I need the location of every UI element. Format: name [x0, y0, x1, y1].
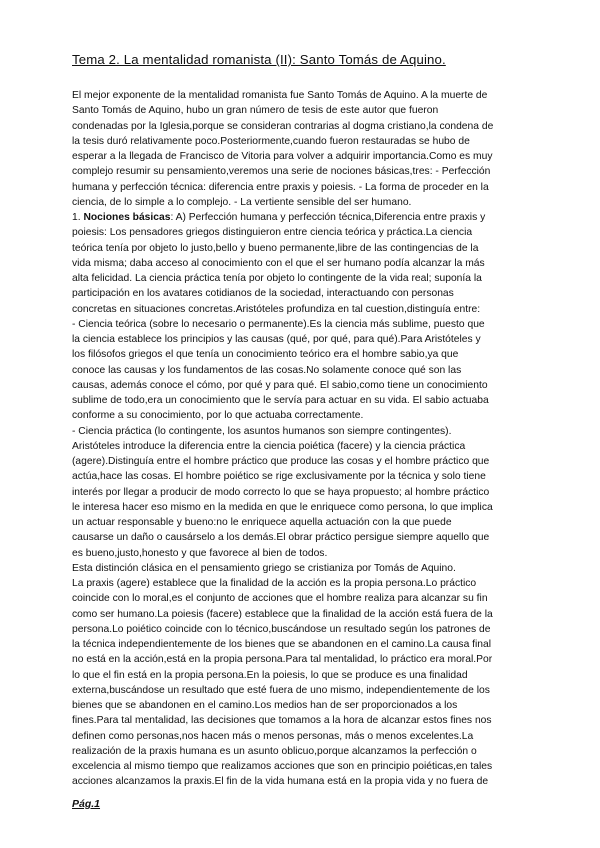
text-line: conforme a su conocimiento, por lo que actuaba correctamente. [72, 410, 364, 422]
text-line: realización de la praxis humana es un asunto oblicuo,porque alcanzamos la perfección o [72, 745, 477, 757]
text-line: participación en los avatares cotidianos de la sociedad, interactuando con personas [72, 288, 454, 300]
section-heading-rest: : A) Perfección humana y perfección técnica,Diferencia entre praxis y [170, 212, 486, 223]
page-number: Pág.1 [72, 798, 101, 810]
text-line: Santo Tomás de Aquino, hubo un gran número de tesis de este autor que fueron [72, 105, 439, 117]
text-line: sublime de todo,era un conocimiento que le servía para actuar en su vida. El sabio actuaba [72, 395, 489, 406]
text-line: La praxis (agere) establece que la finalidad de la acción es la propia persona.Lo práctico [72, 578, 477, 589]
text-line: externa,buscándose un resultado que esté fuera de uno mismo, independientemente de los [72, 684, 490, 696]
text-line: fines.Para tal mentalidad, las decisiones que tomamos a la hora de alcanzar estos fines nos [72, 715, 492, 727]
section-heading: Nociones básicas [83, 212, 171, 223]
text-line: definen como personas,nos hacen más o menos personas, más o menos excelentes.La [72, 730, 474, 742]
text-line: excelencia al mismo tiempo que realizamos acciones que son en principio poiéticas,en tales [72, 761, 493, 772]
text-line: bienes que se abandonen en el camino.Los medios han de ser proporcionados a los [72, 700, 458, 711]
text-line: la ciencia establece los principios y las causas (qué, por qué, para qué).Para Aristóteles y [72, 334, 481, 345]
text-line: causas, además conoce el cómo, por qué y para qué. El sabio,como tiene un conocimiento [72, 379, 488, 391]
text-line: Aristóteles introduce la diferencia entre la ciencia poiética (facere) y la ciencia práctica [72, 440, 466, 452]
text-line: humana y perfección técnica: diferencia entre praxis y poiesis. - La forma de proceder en la [72, 181, 489, 193]
text-line: El mejor exponente de la mentalidad romanista fue Santo Tomás de Aquino. A la muerte de [72, 90, 488, 101]
text-line: como ser humano.La poiesis (facere) establece que la finalidad de la acción está fuera de la [72, 608, 493, 620]
text-line: actúa,hace las cosas. El hombre poiético se rige exclusivamente por la técnica y solo tiene [72, 471, 486, 483]
text-line: alta felicidad. La ciencia práctica tenía por objeto lo contingente de la vida real; suponía la [72, 273, 482, 284]
text-line: la técnica independientemente de los bienes que se abandonen en el camino.La causa final [72, 639, 492, 650]
text-line: conoce las causas y los fundamentos de las cosas.No solamente conoce qué son las [72, 364, 462, 376]
text-line: es bueno,justo,honesto y que favorece al bien de todos. [72, 547, 328, 559]
text-line: lo que el fin está en la propia persona.En la poiesis, lo que se produce es una finalidad [72, 669, 468, 681]
text-line: condenadas por la Iglesia,porque se consideran contrarias al dogma cristiano,la condena de [72, 120, 494, 132]
text-line: poiesis: Los pensadores griegos distinguieron entre ciencia teórica y práctica.La ciencia [72, 227, 473, 239]
text-line: concretas en situaciones concretas.Aristóteles profundiza en tal cuestion,distinguía entre: [72, 303, 481, 315]
text-line: - Ciencia práctica (lo contingente, los asuntos humanos son siempre contingentes). [72, 425, 452, 437]
text-line: ciencia, de lo simple a lo complejo. - La vertiente sensible del ser humano. [72, 196, 412, 208]
document-body [72, 88, 534, 790]
text-line: acciones alcanzamos la praxis.El fin de la vida humana está en la propia vida y no fuera de [72, 776, 489, 788]
text-line: interés por llegar a producir de modo correcto lo que se haya propuesto; al hombre práctico [72, 486, 490, 498]
text-line: no está en la acción,está en la propia persona.Para tal mentalidad, lo práctico era moral.Por [72, 654, 493, 666]
text-line: complejo resumir su pensamiento,veremos una serie de nociones básicas,tres: - Perfección [72, 166, 491, 178]
text-line: le interesa hacer eso mismo en la medida en que le enriquece como persona, lo que implica [72, 501, 493, 513]
section-heading-line [72, 210, 534, 225]
text-line: la tesis duró relativamente poco.Posteriormente,cuando fueron restauradas se hubo de [72, 135, 470, 147]
text-line: esperar a la llegada de Francisco de Vitoria para volver a adquirir importancia.Como es muy [72, 151, 493, 162]
document-title: Tema 2. La mentalidad romanista (II): Santo Tomás de Aquino. [72, 52, 446, 67]
text-line: teórica tenía por objeto lo justo,bello y bueno permanente,libre de las contingencias de la [72, 242, 479, 254]
text-line: causarse un daño o causárselo a los demás.El obrar práctico persigue siempre aquello que [72, 532, 490, 544]
text-line: Esta distinción clásica en el pensamiento griego se cristianiza por Tomás de Aquino. [72, 562, 456, 574]
text-line: coincide con lo moral,es el conjunto de acciones que el hombre realiza para alcanzar su fin [72, 593, 488, 605]
section-number: 1. [72, 212, 84, 223]
text-line: - Ciencia teórica (sobre lo necesario o permanente).Es la ciencia más sublime, puesto que [72, 318, 485, 330]
text-line: (agere).Distinguía entre el hombre práctico que produce las cosas y el hombre práctico que [72, 456, 490, 467]
text-line: vida misma; daba acceso al conocimiento con el que el ser humano podía alcanzar la más [72, 257, 485, 269]
text-line: persona.Lo poiético coincide con lo técnico,buscándose un resultado según los patrones de [72, 623, 491, 635]
text-line: los filósofos griegos el que tenía un conocimiento teórico era el hombre sabio,ya que [72, 349, 459, 361]
text-line: un actuar responsable y bueno:no le enriquece aquella actuación con la que puede [72, 517, 452, 528]
